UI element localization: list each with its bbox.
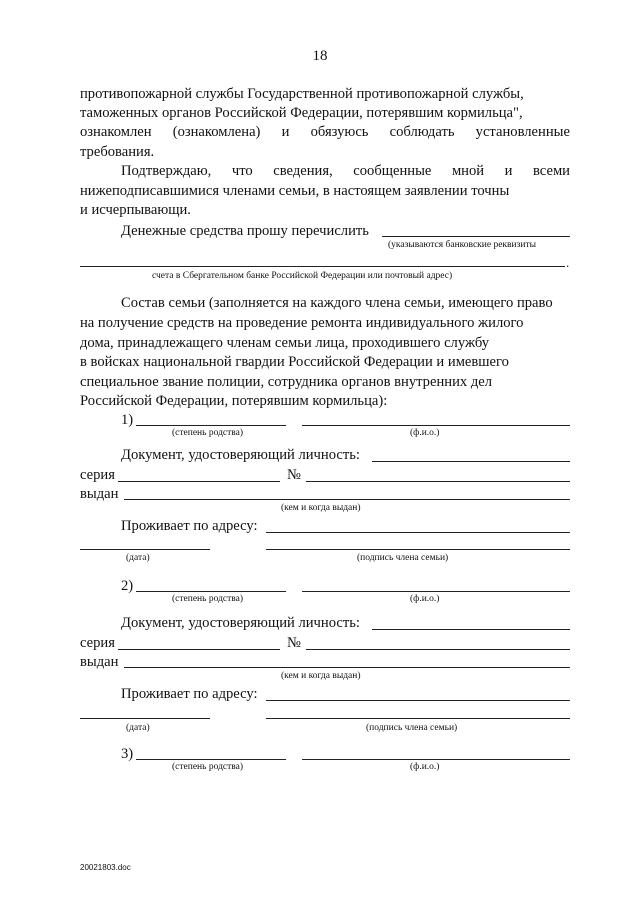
funds-end-dot: . <box>566 255 570 270</box>
member-2-series-field[interactable] <box>118 649 280 650</box>
word: соблюдать <box>389 124 455 140</box>
word: и <box>504 163 513 179</box>
member-2-number-label: № <box>287 635 301 651</box>
member-2-signature-caption: (подпись члена семьи) <box>366 723 458 733</box>
page-number: 18 <box>312 48 328 64</box>
member-2-number-field[interactable] <box>306 649 570 650</box>
member-1-issued-field[interactable] <box>124 499 570 500</box>
member-3-relation-field[interactable] <box>136 759 286 760</box>
member-1-number-field[interactable] <box>306 481 570 482</box>
member-2-relation-caption: (степень родства) <box>172 594 244 604</box>
member-2-date-caption: (дата) <box>126 723 150 733</box>
member-3-relation-caption: (степень родства) <box>172 762 244 772</box>
member-2-document-label: Документ, удостоверяющий личность: <box>121 615 360 631</box>
family-line-2: на получение средств на проведение ремонта индивидуального жилого <box>80 315 524 331</box>
member-1-issued-caption: (кем и когда выдан) <box>281 503 361 513</box>
member-1-series-field[interactable] <box>118 481 280 482</box>
funds-caption-1: (указываются банковские реквизиты <box>388 240 536 250</box>
member-2-issued-caption: (кем и когда выдан) <box>281 671 361 681</box>
member-2-fio-caption: (ф.и.о.) <box>410 594 440 604</box>
confirm-line-2: нижеподписавшимися членами семьи, в настоящем заявлении точны <box>80 183 510 199</box>
funds-label: Денежные средства прошу перечислить <box>121 223 369 239</box>
word: установленные <box>475 124 570 140</box>
family-line-6: Российской Федерации, потерявшим кормильца): <box>80 393 388 409</box>
funds-caption-2: счета в Сбергательном банке Российской Федерации или почтовый адрес) <box>152 271 453 281</box>
word: (ознакомлена) <box>172 124 261 140</box>
funds-field-line-2[interactable] <box>80 266 565 267</box>
confirm-line-3: и исчерпывающи. <box>80 202 191 218</box>
word: и <box>281 124 290 140</box>
member-3-marker: 3) <box>121 746 134 762</box>
word: ознакомлен <box>80 124 152 140</box>
word: сообщенные <box>353 163 432 179</box>
funds-field[interactable] <box>382 236 570 237</box>
word: сведения, <box>273 163 333 179</box>
word: мной <box>451 163 485 179</box>
word: обязуюсь <box>310 124 369 140</box>
member-1-signature-field[interactable] <box>266 549 570 550</box>
member-1-relation-field[interactable] <box>136 425 286 426</box>
member-1-signature-caption: (подпись члена семьи) <box>357 553 449 563</box>
word: что <box>231 163 253 179</box>
intro-line-3 <box>80 124 570 141</box>
member-3-fio-field[interactable] <box>302 759 570 760</box>
member-1-document-field[interactable] <box>372 461 570 462</box>
member-1-address-label: Проживает по адресу: <box>121 518 258 534</box>
member-3-fio-caption: (ф.и.о.) <box>410 762 440 772</box>
confirm-line-1 <box>121 163 570 180</box>
member-2-address-field[interactable] <box>266 700 570 701</box>
family-line-5: специальное звание полиции, сотрудника органов внутренних дел <box>80 374 493 390</box>
intro-line-2: таможенных органов Российской Федерации, потерявшим кормильца", <box>80 105 523 121</box>
member-1-marker: 1) <box>121 412 134 428</box>
member-2-date-field[interactable] <box>80 718 210 719</box>
member-2-marker: 2) <box>121 578 134 594</box>
intro-line-4: требования. <box>80 144 155 160</box>
member-2-address-label: Проживает по адресу: <box>121 686 258 702</box>
intro-line-1: противопожарной службы Государственной противопожарной службы, <box>80 86 524 102</box>
member-2-fio-field[interactable] <box>302 591 570 592</box>
footer-filename: 20021803.doc <box>80 863 131 872</box>
member-2-document-field[interactable] <box>372 629 570 630</box>
member-1-date-field[interactable] <box>80 549 210 550</box>
member-1-relation-caption: (степень родства) <box>172 428 244 438</box>
member-1-issued-label: выдан <box>80 486 119 502</box>
member-1-date-caption: (дата) <box>126 553 150 563</box>
family-line-4: в войсках национальной гвардии Российской Федерации и имевшего <box>80 354 509 370</box>
member-1-fio-field[interactable] <box>302 425 570 426</box>
word: Подтверждаю, <box>121 163 212 179</box>
member-2-issued-field[interactable] <box>124 667 570 668</box>
member-2-issued-label: выдан <box>80 654 119 670</box>
family-line-1: Состав семьи (заполняется на каждого члена семьи, имеющего право <box>121 295 553 311</box>
member-1-fio-caption: (ф.и.о.) <box>410 428 440 438</box>
member-1-series-label: серия <box>80 467 115 483</box>
word: всеми <box>533 163 570 179</box>
member-1-address-field[interactable] <box>266 532 570 533</box>
member-1-number-label: № <box>287 467 301 483</box>
family-line-3: дома, принадлежащего членам семьи лица, проходившего службу <box>80 335 490 351</box>
member-2-signature-field[interactable] <box>266 718 570 719</box>
member-1-document-label: Документ, удостоверяющий личность: <box>121 447 360 463</box>
member-2-series-label: серия <box>80 635 115 651</box>
member-2-relation-field[interactable] <box>136 591 286 592</box>
